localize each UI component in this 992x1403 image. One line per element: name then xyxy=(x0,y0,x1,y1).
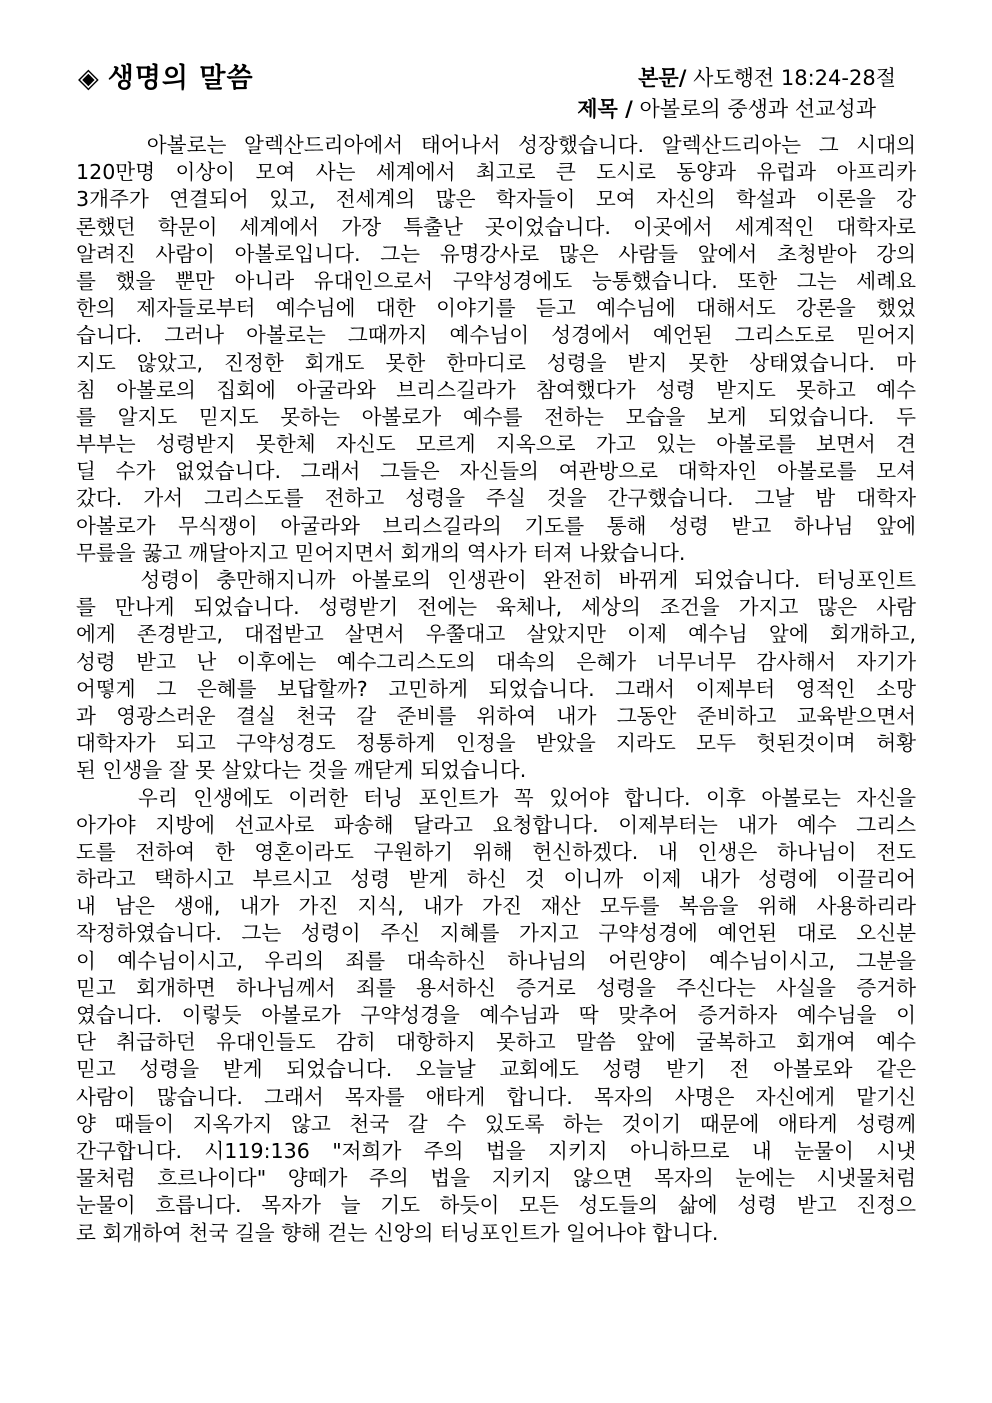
sermon-body xyxy=(76,132,916,1247)
body-line: 를 알지도 믿지도 못하는 아볼로가 예수를 전하는 모습을 보게 되었습니다. 두 xyxy=(76,404,916,429)
body-line: 에게 존경받고, 대접받고 살면서 우쭐대고 살았지만 이제 예수님 앞에 회개하고, xyxy=(76,622,916,647)
body-line: 성령 받고 난 이후에는 예수그리스도의 대속의 은혜가 너무너무 감사해서 자기가 xyxy=(76,649,916,674)
diamond-bullet-icon: ◈ xyxy=(78,63,100,94)
body-line: 를 했을 뿐만 아니라 유대인으로서 구약성경에도 능통했습니다. 또한 그는 세례요 xyxy=(76,268,916,293)
body-line: 를 만나게 되었습니다. 성령받기 전에는 육체나, 세상의 조건을 가지고 많은 사람 xyxy=(76,595,916,620)
body-line: 한의 제자들로부터 예수님에 대한 이야기를 듣고 예수님에 대해서도 강론을 했었 xyxy=(76,296,916,321)
body-line: 양 때들이 지옥가지 않고 천국 갈 수 있도록 하는 것이기 때문에 애타게 성령께 xyxy=(76,1111,916,1136)
body-line: 내 남은 생애, 내가 가진 지식, 내가 가진 재산 모두를 복음을 위해 사용하리라 xyxy=(76,894,916,919)
scripture-reference-value: 사도행전 18:24-28절 xyxy=(693,66,896,90)
body-line: 론했던 학문이 세계에서 가장 특출난 곳이었습니다. 이곳에서 세계적인 대학자로 xyxy=(76,214,916,239)
sermon-subject-label: 제목 / xyxy=(577,97,633,121)
body-line: 였습니다. 이렇듯 아볼로가 구약성경을 예수님과 딱 맞추어 증거하자 예수님을 이 xyxy=(76,1003,916,1027)
body-line: 습니다. 그러나 아볼로는 그때까지 예수님이 성경에서 예언된 그리스도로 믿어지 xyxy=(76,323,916,348)
body-line: 부부는 성령받지 못한체 자신도 모르게 지옥으로 가고 있는 아볼로를 보면서 견 xyxy=(76,432,916,457)
body-line: 어떻게 그 은혜를 보답할까? 고민하게 되었습니다. 그래서 이제부터 영적인 소망 xyxy=(76,676,916,701)
body-line: 하라고 택하시고 부르시고 성령 받게 하신 것 이니까 이제 내가 성령에 이끌리어 xyxy=(76,867,916,892)
body-line: 물처럼 흐르나이다" 양떼가 주의 법을 지키지 않으면 목자의 눈에는 시냇물처럼 xyxy=(76,1166,916,1191)
body-line: 아가야 지방에 선교사로 파송해 달라고 요청합니다. 이제부터는 내가 예수 그리스 xyxy=(76,812,916,837)
section-title-text: 생명의 말씀 xyxy=(107,63,254,94)
body-line: 120만명 이상이 모여 사는 세계에서 최고로 큰 도시로 동양과 유럽과 아프리카 xyxy=(76,160,916,185)
body-line: 사람이 많습니다. 그래서 목자를 애타게 합니다. 목자의 사명은 자신에게 맡기신 xyxy=(76,1084,916,1109)
body-line: 아볼로는 알렉산드리아에서 태어나서 성장했습니다. 알렉산드리아는 그 시대의 xyxy=(76,133,916,157)
sermon-subject-value: 아볼로의 중생과 선교성과 xyxy=(639,97,876,121)
body-line: 이 예수님이시고, 우리의 죄를 대속하신 하나님의 어린양이 예수님이시고, 그분을 xyxy=(76,948,916,973)
scripture-reference-label: 본문/ xyxy=(638,66,687,90)
body-line: 단 취급하던 유대인들도 감히 대항하지 못하고 말씀 앞에 굴복하고 회개여 예수 xyxy=(76,1030,916,1055)
body-line: 딜 수가 없었습니다. 그래서 그들은 자신들의 여관방으로 대학자인 아볼로를 모셔 xyxy=(76,459,916,484)
body-line: 알려진 사람이 아볼로입니다. 그는 유명강사로 많은 사람들 앞에서 초청받아 강의 xyxy=(76,241,916,266)
body-line: 갔다. 가서 그리스도를 전하고 성령을 주실 것을 간구했습니다. 그날 밤 대학자 xyxy=(76,486,916,511)
body-line: 과 영광스러운 결실 천국 갈 준비를 위하여 내가 그동안 준비하고 교육받으면서 xyxy=(76,703,916,728)
body-line: 믿고 성령을 받게 되었습니다. 오늘날 교회에도 성령 받기 전 아볼로와 같은 xyxy=(76,1057,916,1082)
body-line: 로 회개하여 천국 길을 향해 걷는 신앙의 터닝포인트가 일어나야 합니다. xyxy=(76,1220,719,1245)
body-line: 우리 인생에도 이러한 터닝 포인트가 꼭 있어야 합니다. 이후 아볼로는 자신을 xyxy=(76,785,916,810)
body-line: 성령이 충만해지니까 아볼로의 인생관이 완전히 바뀌게 되었습니다. 터닝포인트 xyxy=(76,568,916,592)
section-title xyxy=(78,56,254,95)
body-line: 눈물이 흐릅니다. 목자가 늘 기도 하듯이 모든 성도들의 삶에 성령 받고 진정으 xyxy=(76,1193,916,1218)
body-line: 지도 않았고, 진정한 회개도 못한 한마디로 성령을 받지 못한 상태였습니다. 마 xyxy=(76,350,916,375)
body-line: 작정하였습니다. 그는 성령이 주신 지혜를 가지고 구약성경에 예언된 대로 오신분 xyxy=(76,921,916,946)
body-line: 대학자가 되고 구약성경도 정통하게 인정을 받았을 지라도 모두 헛된것이며 허황 xyxy=(76,731,916,756)
sermon-subject xyxy=(577,93,876,123)
body-line: 3개주가 연결되어 있고, 전세계의 많은 학자들이 모여 자신의 학설과 이론을 강 xyxy=(76,187,916,212)
body-line: 도를 전하여 한 영혼이라도 구원하기 위해 헌신하겠다. 내 인생은 하나님이 전도 xyxy=(76,839,916,864)
scripture-reference xyxy=(638,62,896,92)
body-line: 된 인생을 잘 못 살았다는 것을 깨닫게 되었습니다. xyxy=(76,758,527,783)
body-line: 무릎을 꿇고 깨달아지고 믿어지면서 회개의 역사가 터져 나왔습니다. xyxy=(76,540,686,565)
body-line: 아볼로가 무식쟁이 아굴라와 브리스길라의 기도를 통해 성령 받고 하나님 앞에 xyxy=(76,513,916,538)
body-line: 간구합니다. 시119:136 "저희가 주의 법을 지키지 아니하므로 내 눈물이 시냇 xyxy=(76,1138,916,1163)
body-line: 믿고 회개하면 하나님께서 죄를 용서하신 증거로 성령을 주신다는 사실을 증거하 xyxy=(76,975,916,1000)
body-line: 침 아볼로의 집회에 아굴라와 브리스길라가 참여했다가 성령 받지도 못하고 예수 xyxy=(76,377,916,402)
